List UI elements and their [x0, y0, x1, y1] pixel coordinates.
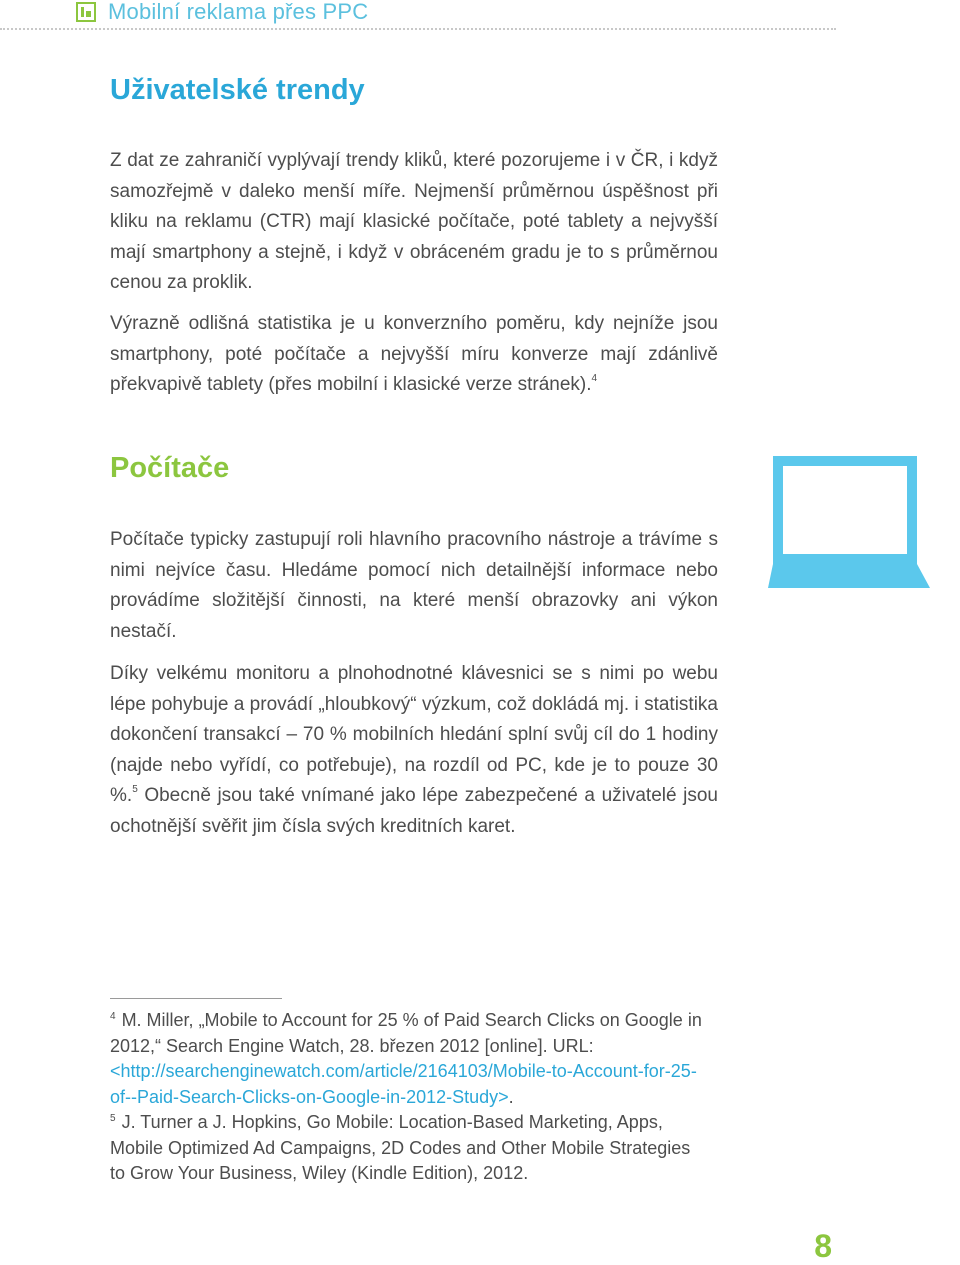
paragraph-computers-1: Počítače typicky zastupují roli hlavního pracovního nástroje a trávíme s nimi nejvíce času. Hledáme pomocí nich detailnější informace nebo provádíme složitější činnosti, na které menší obrazovky ani výkon nestačí.	[110, 529, 718, 642]
footnote-number: 5	[110, 1113, 116, 1124]
laptop-icon	[768, 456, 932, 592]
paragraph-computers-2	[110, 659, 718, 842]
footnote-text: J. Turner a J. Hopkins, Go Mobile: Location-Based Marketing, Apps, Mobile Optimized Ad Campaigns, 2D Codes and Other Mobile Strategies to Grow Your Business, Wiley (Kindle Edition), 2012.	[110, 1112, 691, 1183]
section-heading-computers: Počítače	[110, 452, 230, 484]
page-header	[76, 0, 368, 24]
footnote-ref-4: 4	[591, 373, 598, 384]
footnote-url-link[interactable]: <http://searchenginewatch.com/article/2164103/Mobile-to-Account-for-25-of--Paid-Search-Clicks-on-Google-in-2012-Study>	[110, 1061, 697, 1107]
footnote-ref-5: 5	[132, 784, 138, 795]
footnote-4	[110, 1008, 710, 1110]
paragraph-user-trends-1: Z dat ze zahraničí vyplývají trendy kliků, které pozorujeme i v ČR, i když samozřejmě v daleko menší míře. Nejmenší průměrnou úspěšnost při kliku na reklamu (CTR) mají klasické počítače, poté tablety a nejvyšší mají smartphony a stejně, i když v obráceném gradu je to s průměrnou cenou za proklik.	[110, 150, 718, 293]
page-number: 8	[814, 1228, 832, 1264]
header-divider	[0, 28, 836, 30]
footnote-number: 4	[110, 1011, 116, 1022]
paragraph-user-trends-2	[110, 309, 718, 401]
paragraph-text: Výrazně odlišná statistika je u konverzního poměru, kdy nejníže jsou smartphony, poté počítače a nejvyšší míru konverze mají zdánlivě překvapivě tablety (přes mobilní i klasické verze stránek).	[110, 313, 718, 395]
footnote-5	[110, 1110, 710, 1187]
paragraph-text-part2: Obecně jsou také vnímané jako lépe zabezpečené a uživatelé jsou ochotnější svěřit jim čísla svých kreditních karet.	[110, 785, 718, 837]
layout-icon	[76, 2, 96, 22]
footnote-divider	[110, 998, 282, 999]
paragraph-text-part1: Díky velkému monitoru a plnohodnotné klávesnici se s nimi po webu lépe pohybuje a provádí „hloubkový“ výzkum, což dokládá mj. i statistika dokončení transakcí – 70 % mobilních hledání splní svůj cíl do 1 hodiny (najde nebo vyřídí, co potřebuje), na rozdíl od PC, kde je to pouze 30 %.	[110, 663, 718, 806]
footnote-end: .	[508, 1086, 514, 1107]
header-title: Mobilní reklama přes PPC	[108, 0, 369, 24]
section-heading-user-trends: Uživatelské trendy	[110, 74, 365, 106]
footnote-text: M. Miller, „Mobile to Account for 25 % of Paid Search Clicks on Google in 2012,“ Search Engine Watch, 28. březen 2012 [online]. URL:	[110, 1010, 702, 1056]
